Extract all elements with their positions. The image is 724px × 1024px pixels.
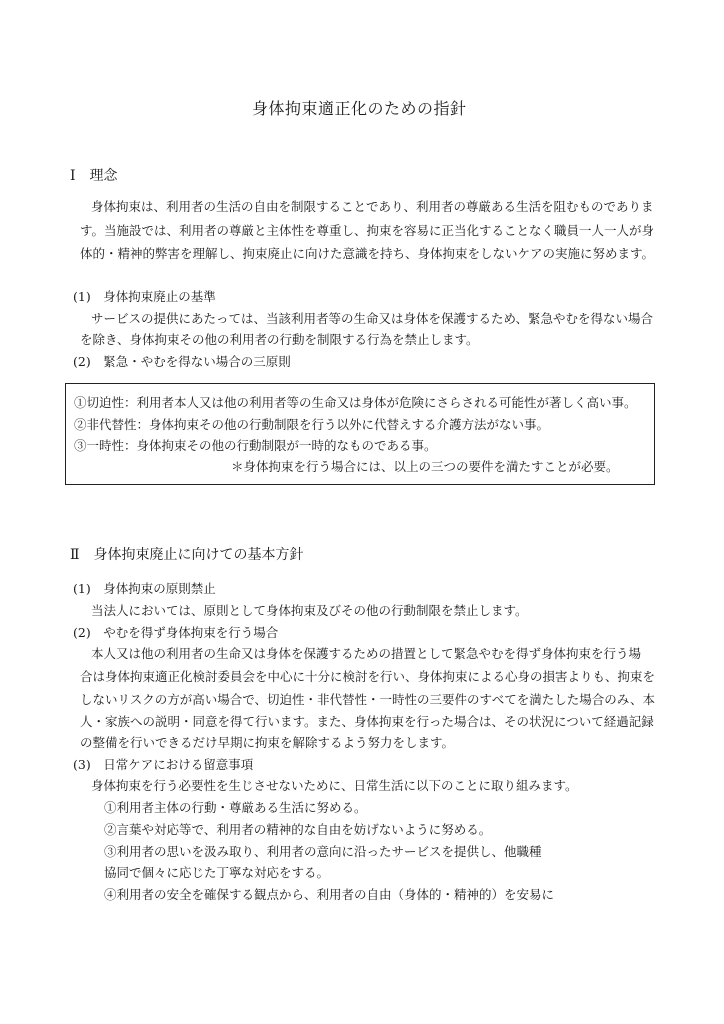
section1-intro-line: 体的・精神的弊害を理解し、拘束廃止に向けた意識を持ち、身体拘束をしないケアの実施に努めます。: [80, 246, 655, 261]
principle-line: ①切迫性：利用者本人又は他の利用者等の生命又は身体が危険にさらされる可能性が著しく高い事。: [74, 395, 637, 410]
section2-heading: Ⅱ 身体拘束廃止に向けての基本方針: [70, 547, 304, 563]
principle-line: ②非代替性：身体拘束その他の行動制限を行う以外に代替えする介護方法がない事。: [74, 417, 550, 432]
page-title: 身体拘束適正化のための指針: [252, 99, 467, 118]
s2-item1-body-line: 当法人においては、原則として身体拘束及びその他の行動制限を禁止します。: [91, 603, 528, 618]
care-list-item: ②言葉や対応等で、利用者の精神的な自由を妨げないように努める。: [104, 822, 492, 837]
section1-intro-line: 身体拘束は、利用者の生活の自由を制限することであり、利用者の尊厳ある生活を阻むものでありま: [91, 199, 654, 214]
s2-item3-intro: 身体拘束を行う必要性を生じさせないために、日常生活に以下のことに取り組みます。: [91, 778, 578, 793]
care-list-item: ④利用者の安全を確保する観点から、利用者の自由（身体的・精神的）を安易に: [104, 887, 555, 902]
care-list-item: ①利用者主体の行動・尊厳ある生活に努める。: [104, 800, 367, 815]
s2-item2-body-line: 本人又は他の利用者の生命又は身体を保護するための措置として緊急やむを得ず身体拘束を行う場: [91, 646, 642, 661]
s2-item2-heading: (2) やむを得ず身体拘束を行う場合: [73, 625, 279, 640]
section1-heading: Ⅰ 理念: [70, 168, 118, 184]
item1-body-line: を除き、身体拘束その他の利用者の行動を制限する行為を禁止します。: [80, 332, 479, 347]
item1-body-line: サービスの提供にあたっては、当該利用者等の生命又は身体を保護するため、緊急やむを得ない場合: [91, 311, 654, 326]
principles-note: ＊身体拘束を行う場合には、以上の三つの要件を満たすことが必要。: [231, 459, 619, 474]
s2-item2-body-line: の整備を行いできるだけ早期に拘束を解除するよう努力をします。: [80, 735, 455, 750]
care-list-item: ③利用者の思いを汲み取り、利用者の意向に沿ったサービスを提供し、他職種: [104, 844, 542, 859]
item2-heading: (2) 緊急・やむを得ない場合の三原則: [73, 354, 291, 369]
care-list-item: 協同で個々に応じた丁寧な対応をする。: [104, 865, 330, 880]
section1-intro-line: す。当施設では、利用者の尊厳と主体性を尊重し、拘束を容易に正当化することなく職員一人一人が身: [80, 223, 655, 238]
s2-item2-body-line: 合は身体拘束適正化検討委員会を中心に十分に検討を行い、身体拘束による心身の損害よりも、拘束を: [80, 669, 656, 684]
s2-item3-heading: (3) 日常ケアにおける留意事項: [73, 757, 254, 772]
s2-item1-heading: (1) 身体拘束の原則禁止: [73, 581, 216, 596]
s2-item2-body-line: しないリスクの方が高い場合で、切迫性・非代替性・一時性の三要件のすべてを満たした場合のみ、本: [80, 692, 656, 707]
item1-heading: (1) 身体拘束廃止の基準: [73, 289, 216, 304]
s2-item2-body-line: 人・家族への説明・同意を得て行います。また、身体拘束を行った場合は、その状況について経過記録: [80, 714, 654, 729]
principle-line: ③一時性：身体拘束その他の行動制限が一時的なものである事。: [74, 438, 437, 453]
